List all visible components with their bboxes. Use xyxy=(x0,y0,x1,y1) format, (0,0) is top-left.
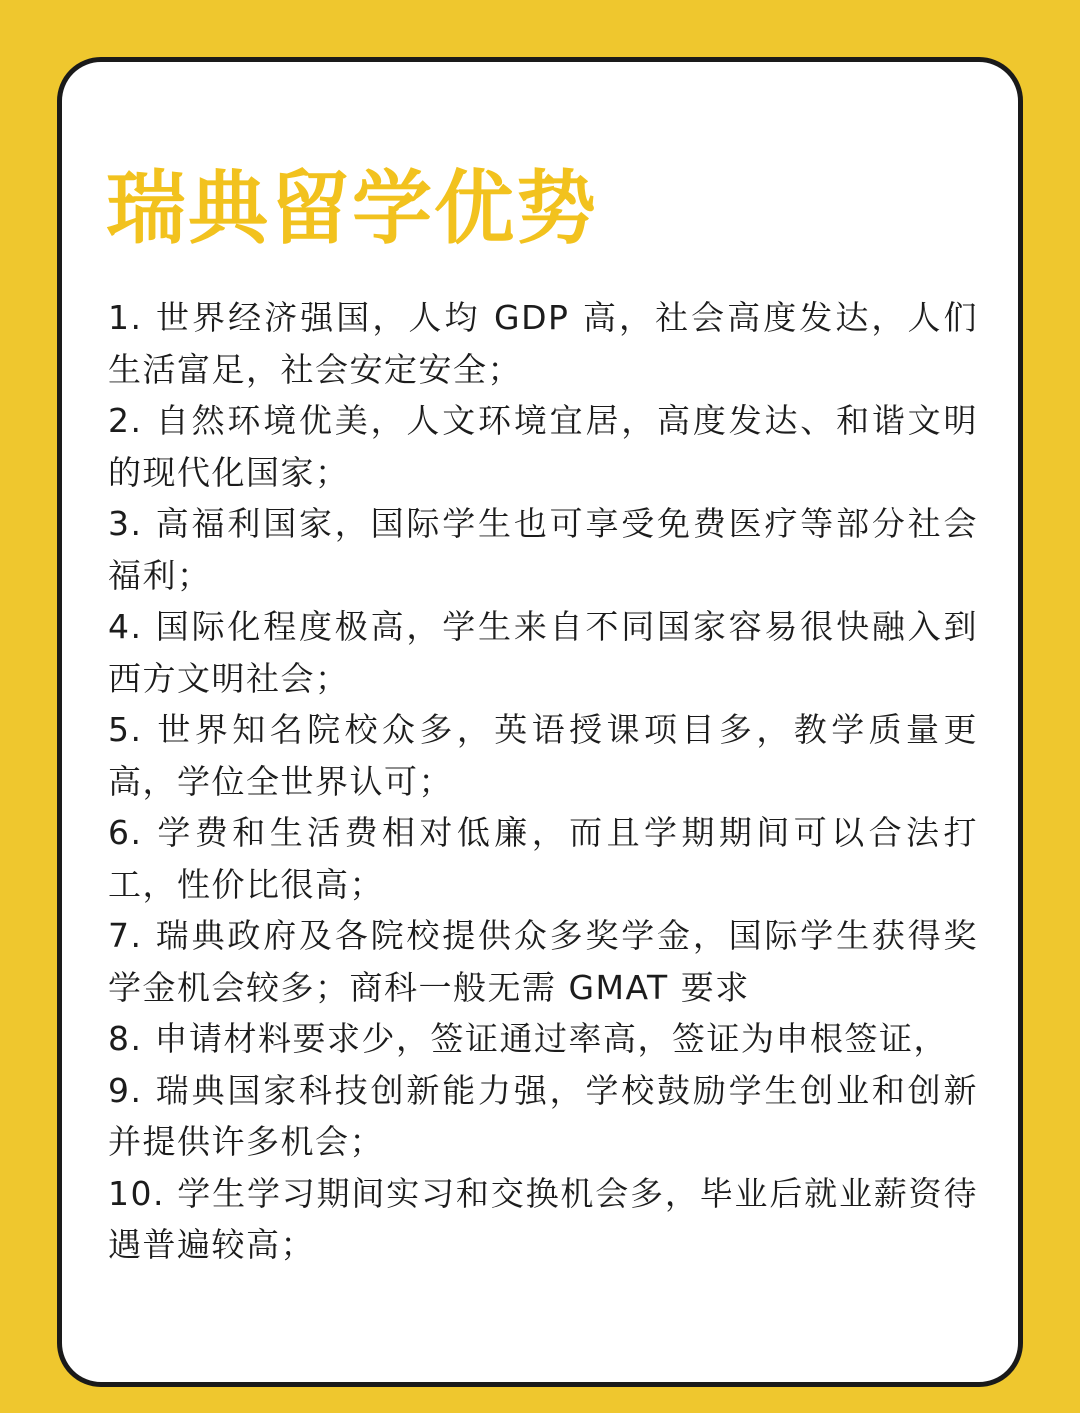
list-item: 5. 世界知名院校众多，英语授课项目多，教学质量更高，学位全世界认可； xyxy=(108,710,978,801)
list-item: 4. 国际化程度极高，学生来自不同国家容易很快融入到西方文明社会； xyxy=(108,607,978,698)
list-item: 9. 瑞典国家科技创新能力强，学校鼓励学生创业和创新并提供许多机会； xyxy=(108,1070,978,1161)
page-title: 瑞典留学优势 xyxy=(106,162,598,255)
advantages-list xyxy=(108,292,978,1271)
list-item: 1. 世界经济强国，人均 GDP 高，社会高度发达，人们生活富足，社会安定安全； xyxy=(108,298,978,389)
list-item: 7. 瑞典政府及各院校提供众多奖学金，国际学生获得奖学金机会较多；商科一般无需 GMAT 要求 xyxy=(108,916,978,1007)
list-item: 10. 学生学习期间实习和交换机会多，毕业后就业薪资待遇普遍较高； xyxy=(108,1173,978,1264)
list-item: 8. 申请材料要求少，签证通过率高，签证为申根签证， xyxy=(108,1019,948,1058)
list-item: 6. 学费和生活费相对低廉，而且学期期间可以合法打工，性价比很高； xyxy=(108,813,978,904)
list-item: 3. 高福利国家，国际学生也可享受免费医疗等部分社会福利； xyxy=(108,504,978,595)
list-item: 2. 自然环境优美，人文环境宜居，高度发达、和谐文明的现代化国家； xyxy=(108,401,978,492)
